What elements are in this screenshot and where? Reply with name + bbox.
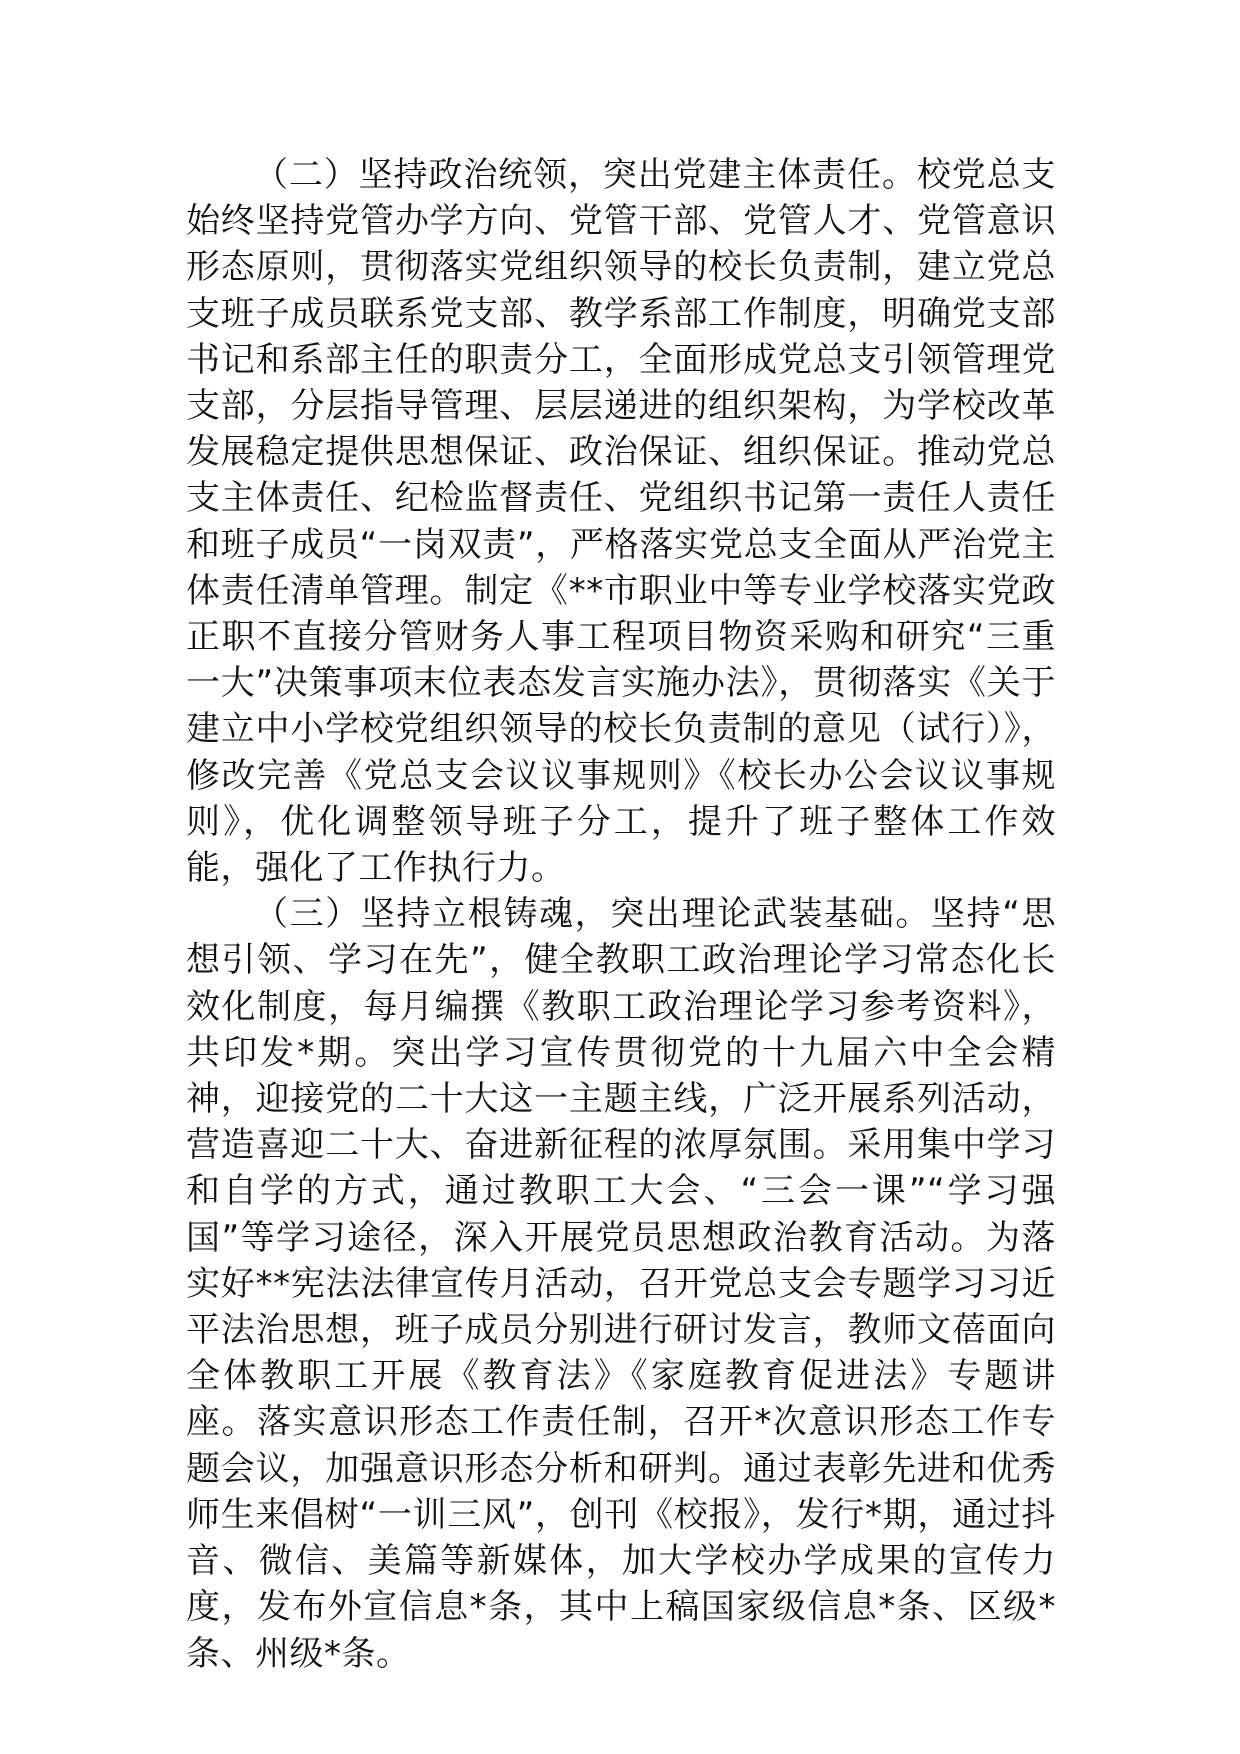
paragraph-section-two: （二）坚持政治统领，突出党建主体责任。校党总支始终坚持党管办学方向、党管干部、党管人才、党管意识形态原则，贯彻落实党组织领导的校长负责制，建立党总支班子成员联系党支部、教学系部工作制度，明确党支部书记和系部主任的职责分工，全面形成党总支引领管理党支部，分层指导管理、层层递进的组织架构，为学校改革发展稳定提供思想保证、政治保证、组织保证。推动党总支主体责任、纪检监督责任、党组织书记第一责任人责任和班子成员“一岗双责”，严格落实党总支全面从严治党主体责任清单管理。制定《**市职业中等专业学校落实党政正职不直接分管财务人事工程项目物资采购和研究“三重一大”决策事项末位表态发言实施办法》，贯彻落实《关于建立中小学校党组织领导的校长负责制的意见（试行）》，修改完善《党总支会议议事规则》《校长办公会议议事规则》，优化调整领导班子分工，提升了班子整体工作效能，强化了工作执行力。 (186, 155, 1056, 889)
paragraph-section-three: （三）坚持立根铸魂，突出理论武装基础。坚持“思想引领、学习在先”，健全教职工政治理论学习常态化长效化制度，每月编撰《教职工政治理论学习参考资料》，共印发*期。突出学习宣传贯彻党的十九届六中全会精神，迎接党的二十大这一主题主线，广泛开展系列活动，营造喜迎二十大、奋进新征程的浓厚氛围。采用集中学习和自学的方式，通过教职工大会、“三会一课”“学习强国”等学习途径，深入开展党员思想政治教育活动。为落实好**宪法法律宣传月活动，召开党总支会专题学习习近平法治思想，班子成员分别进行研讨发言，教师文蓓面向全体教职工开展《教育法》《家庭教育促进法》专题讲座。落实意识形态工作责任制，召开*次意识形态工作专题会议，加强意识形态分析和研判。通过表彰先进和优秀师生来倡树“一训三风”，创刊《校报》，发行*期，通过抖音、微信、美篇等新媒体，加大学校办学成果的宣传力度，发布外宣信息*条，其中上稿国家级信息*条、区级*条、州级*条。 (186, 894, 1056, 1674)
document-body (186, 152, 1056, 1677)
